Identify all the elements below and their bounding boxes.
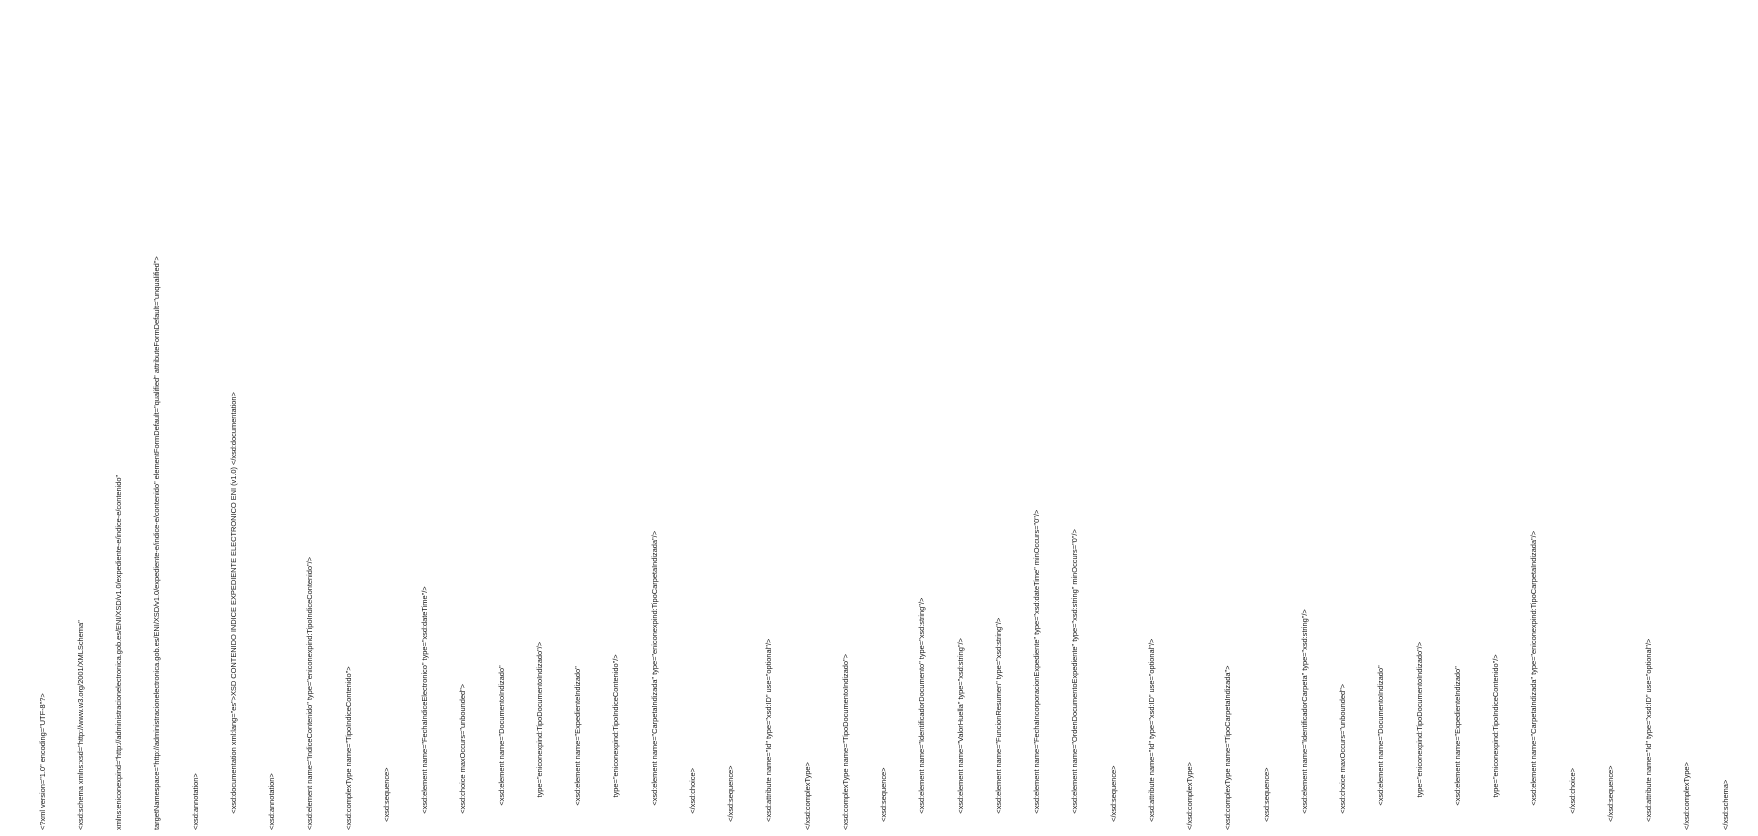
xsd-line: type="eniconexpind:TipoDocumentoIndizado"/> <box>534 641 544 830</box>
xsd-line: <xsd:element name="FechaIndiceElectronico" type="xsd:dateTime"/> <box>420 586 429 830</box>
xsd-line: <xsd:element name="FechaIncorporacionExpediente" type="xsd:dateTime" minOccurs="0"/> <box>1032 509 1041 830</box>
xsd-line: </xsd:complexType> <box>1682 762 1692 830</box>
xsd-line: targetNamespace="http://administracionelectronica.gob.es/ENI/XSD/v1.0/expediente-e/indice-e/contenido" elementFormDefault="qualified" attributeFormDefault="unqualified"> <box>152 256 162 830</box>
xsd-line: <xsd:attribute name="Id" type="xsd:ID" use="optional"/> <box>1644 638 1653 830</box>
xsd-line: </xsd:sequence> <box>1108 765 1118 830</box>
xsd-line: <xsd:sequence> <box>381 767 391 830</box>
xsd-line: <xsd:sequence> <box>879 767 888 830</box>
xsd-line: <xsd:element name="CarpetaIndizada" type="eniconexpind:TipoCarpetaIndizada"/> <box>649 530 659 830</box>
xsd-line: <xsd:element name="OrdenDocumentoExpediente" type="xsd:string" minOccurs="0"/> <box>1070 529 1080 830</box>
xsd-line: <xsd:element name="ExpedienteIndizado" <box>1452 666 1462 830</box>
xsd-line: <xsd:element name="CarpetaIndizada" type="eniconexpind:TipoCarpetaIndizada"/> <box>1529 530 1539 830</box>
xsd-line: <xsd:attribute name="Id" type="xsd:ID" use="optional"/> <box>764 638 774 830</box>
xsd-line: <?xml version="1.0" encoding="UTF-8"?> <box>37 693 47 830</box>
xsd-line: </xsd:choice> <box>687 768 697 830</box>
xsd-line: <xsd:annotation> <box>267 773 276 830</box>
xsd-line: </xsd:schema> <box>1720 779 1730 830</box>
xsd-line: type="eniconexpind:TipoIndiceContenido"/> <box>1491 654 1500 830</box>
xsd-line: </xsd:sequence> <box>1605 765 1615 830</box>
xsd-line: <xsd:documentation xml:lang="es">XSD CONTENIDO INDICE EXPEDIENTE ELECTRONICO ENI (v1.0) </xsd:documentation> <box>228 392 238 830</box>
xsd-line: <xsd:sequence> <box>1261 767 1271 830</box>
xsd-line: <xsd:element name="IdentificadorCarpeta" type="xsd:string"/> <box>1299 609 1309 830</box>
xsd-line: <xsd:attribute name="Id" type="xsd:ID" use="optional"/> <box>1146 638 1156 830</box>
xsd-line: <xsd:choice maxOccurs="unbounded"> <box>1338 683 1347 830</box>
xsd-line: <xsd:schema xmlns:xsd="http://www.w3.org/2001/XMLSchema" <box>75 620 85 830</box>
xsd-schema-listing <box>11 0 1758 830</box>
xsd-line: <xsd:element name="IndiceContenido" type="eniconexpind:TipoIndiceContenido"/> <box>305 557 315 830</box>
xsd-line: <xsd:element name="DocumentoIndizado" <box>1376 665 1386 830</box>
xsd-line: <xsd:element name="ValorHuella" type="xsd:string"/> <box>955 638 965 830</box>
xsd-line: xmlns:eniconexpind="http://administracionelectronica.gob.es/ENI/XSD/v1.0/expediente-e/indice-e/contenido" <box>114 474 123 830</box>
xsd-line: <xsd:element name="DocumentoIndizado" <box>496 665 506 830</box>
xsd-line: <xsd:complexType name="TipoDocumentoIndizado"> <box>840 654 850 830</box>
xsd-line: </xsd:choice> <box>1567 768 1577 830</box>
xsd-line: <xsd:choice maxOccurs="unbounded"> <box>458 683 468 830</box>
xsd-line: <xsd:element name="FuncionResumen" type="xsd:string"/> <box>993 617 1003 830</box>
xsd-line: <xsd:element name="ExpedienteIndizado" <box>573 666 582 830</box>
xsd-line: type="eniconexpind:TipoDocumentoIndizado"/> <box>1414 641 1424 830</box>
xsd-line: <xsd:complexType name="TipoIndiceContenido"> <box>343 666 353 830</box>
xsd-line: type="eniconexpind:TipoIndiceContenido"/> <box>611 654 621 830</box>
xsd-line: <xsd:annotation> <box>190 773 200 830</box>
xsd-line: </xsd:complexType> <box>1185 762 1194 830</box>
xsd-line: <xsd:element name="IdentificadorDocumento" type="xsd:string"/> <box>917 597 927 830</box>
xsd-line: <xsd:complexType name="TipoCarpetaIndizada"> <box>1223 665 1233 830</box>
xsd-line: </xsd:sequence> <box>726 765 735 830</box>
xsd-line: </xsd:complexType> <box>802 762 812 830</box>
